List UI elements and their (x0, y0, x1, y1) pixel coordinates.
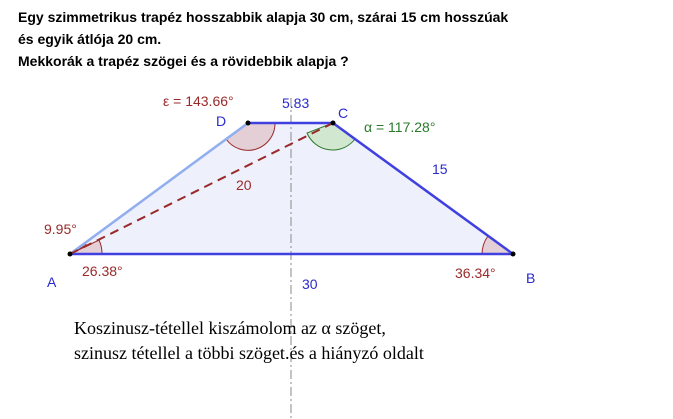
length-label-diagonal: 20 (236, 177, 252, 193)
problem-line-1: Egy szimmetrikus trapéz hosszabbik alapja 30 cm, szárai 15 cm hosszúak (18, 9, 509, 25)
angle-label-alpha: α = 117.28° (364, 119, 436, 135)
point-a (68, 252, 73, 257)
problem-line-3: Mekkorák a trapéz szögei és a rövidebbik alapja ? (18, 53, 349, 69)
point-c (331, 121, 336, 126)
point-label-d: D (216, 113, 227, 129)
length-label-short-base: 5.83 (282, 95, 310, 111)
angle-label-diag: 9.95° (44, 221, 77, 237)
angle-label-b: 36.34° (455, 265, 496, 281)
point-label-c: C (338, 105, 349, 121)
problem-line-2: és egyik átlója 20 cm. (18, 31, 162, 47)
method-note (74, 316, 424, 366)
length-label-leg: 15 (432, 161, 448, 177)
angle-label-epsilon: ε = 143.66° (163, 93, 234, 109)
note-line-1: Koszinusz-tétellel kiszámolom az α szöget, (74, 318, 386, 338)
point-label-b: B (526, 270, 536, 286)
length-label-base: 30 (302, 276, 318, 292)
angle-label-a: 26.38° (82, 263, 123, 279)
point-label-a: A (47, 274, 57, 290)
point-b (511, 252, 516, 257)
note-line-2: szinusz tétellel a többi szöget.és a hiányzó oldalt (74, 343, 424, 363)
point-d (246, 121, 251, 126)
